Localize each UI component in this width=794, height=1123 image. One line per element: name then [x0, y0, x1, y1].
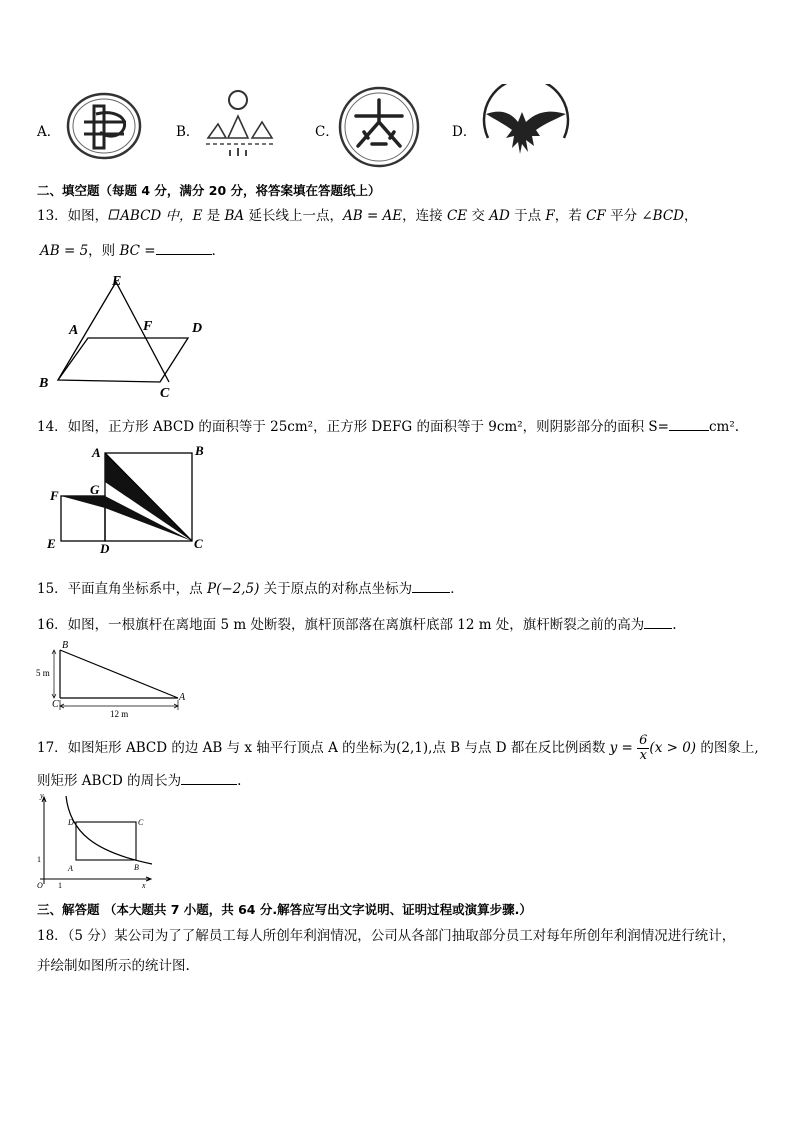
- label-x: x: [142, 881, 146, 890]
- label-c: C: [52, 699, 59, 710]
- q17-answer-blank[interactable]: [181, 770, 237, 785]
- label-f: F: [143, 319, 153, 334]
- label-f: F: [50, 488, 59, 503]
- q18-line-1: 18．（5 分）某公司为了了解员工每人所创年利润情况，公司从各部门抽取部分员工对每年所创年利润情况进行统计，: [37, 928, 736, 944]
- label-b: B: [39, 376, 49, 391]
- q15-text: [37, 578, 464, 598]
- q13-text: 13．如图，: [37, 208, 109, 224]
- label-e: E: [47, 536, 56, 551]
- section-2-title: 二、填空题（每题 4 分，满分 20 分，将答案填在答题纸上）: [37, 183, 381, 198]
- q16-answer-blank[interactable]: [644, 614, 672, 629]
- q13-figure: [34, 270, 214, 400]
- q13-text: AD: [489, 208, 510, 224]
- label-c: C: [138, 818, 144, 827]
- q17-text-b: 的图象上,: [696, 740, 759, 756]
- q13-text: 平分: [605, 208, 642, 224]
- q15-text-d: ．: [450, 581, 464, 597]
- option-c-label: C．: [315, 124, 339, 140]
- option-d-label: D．: [452, 124, 477, 140]
- label-b: B: [62, 640, 69, 651]
- q13-text: ，连接: [402, 208, 447, 224]
- q17-fraction-den: x: [639, 748, 647, 763]
- circle-logo-icon: [66, 92, 144, 160]
- q13-text: CF: [586, 208, 606, 224]
- label-y: y: [40, 792, 44, 800]
- label-b: B: [195, 443, 204, 458]
- q15-answer-blank[interactable]: [412, 578, 450, 593]
- q13-text: AB = 5: [40, 243, 89, 259]
- q13-text: ∠BCD: [641, 208, 685, 224]
- q13-text: CE: [446, 208, 468, 224]
- q13-line-1: [37, 207, 698, 225]
- q14-figure: [42, 442, 217, 557]
- label-one-y: 1: [37, 855, 41, 864]
- label-e: E: [112, 274, 122, 289]
- phoenix-logo-icon: [478, 84, 574, 170]
- q16-text: [37, 614, 677, 634]
- q15-text-c: 关于原点的对称点坐标为: [259, 581, 413, 597]
- q13-text: 交: [467, 208, 490, 224]
- q14-text: [37, 416, 739, 436]
- q17-function-y: y =: [609, 740, 633, 756]
- label-a: A: [69, 323, 79, 338]
- label-d: D: [100, 541, 110, 556]
- q18-line-2: 并绘制如图所示的统计图.: [37, 958, 190, 974]
- label-o: O: [37, 881, 43, 890]
- q13-text: ABCD 中，: [120, 208, 193, 224]
- label-height: 5 m: [36, 668, 50, 678]
- calligraphy-seal-icon: [338, 86, 420, 168]
- q17-fraction-num: 6: [639, 733, 648, 748]
- q13-text: ，若: [554, 208, 587, 224]
- q16-text-a: 16．如图，一根旗杆在离地面 5 m 处断裂，旗杆顶部落在离旗杆底部 12 m 处，旗杆断裂之前的高为: [37, 617, 645, 633]
- label-one-x: 1: [58, 881, 62, 890]
- q13-text: ，则: [88, 243, 120, 259]
- q17-line-2: [37, 770, 241, 790]
- label-c: C: [160, 386, 170, 400]
- label-d: D: [192, 321, 203, 336]
- q14-text-a: 14．如图，正方形 ABCD 的面积等于 25cm²，正方形 DEFG 的面积等于 9cm²，则阴影部分的面积 S=: [37, 419, 669, 435]
- q13-text: BA: [224, 208, 245, 224]
- q13-text: ，: [684, 208, 698, 224]
- q17-line-1: [37, 733, 759, 763]
- q13-text: F: [545, 208, 555, 224]
- q13-text: BC =: [119, 243, 156, 259]
- label-b: B: [134, 863, 139, 872]
- section-3-title: 三、解答题 （本大题共 7 小题，共 64 分.解答应写出文字说明、证明过程或演算步骤.）: [37, 902, 532, 917]
- label-a: A: [68, 864, 73, 873]
- q17-text-d: .: [237, 773, 242, 789]
- q17-text-c: 则矩形 ABCD 的周长为: [37, 773, 182, 789]
- parallelogram-icon: [108, 207, 120, 217]
- q13-text: 延长线上一点，: [244, 208, 343, 224]
- q13-text: 于点: [509, 208, 546, 224]
- q16-text-b: .: [672, 617, 677, 633]
- label-c: C: [194, 536, 203, 551]
- sun-mountains-logo-icon: [200, 88, 280, 160]
- option-a-label: A．: [37, 124, 61, 140]
- q17-fraction: [637, 734, 649, 763]
- q14-text-b: cm².: [709, 419, 740, 435]
- q13-text: 是: [202, 208, 225, 224]
- q13-line-2: [40, 240, 225, 260]
- q13-answer-blank[interactable]: [156, 240, 212, 255]
- option-b-label: B．: [176, 124, 200, 140]
- q13-text: E: [192, 208, 203, 224]
- q17-figure: [34, 792, 156, 892]
- q15-text-a: 15．平面直角坐标系中，点: [37, 581, 207, 597]
- q14-answer-blank[interactable]: [669, 416, 709, 431]
- q15-point: P(−2,5): [206, 581, 260, 597]
- q17-text-a: 17．如图矩形 ABCD 的边 AB 与 x 轴平行顶点 A 的坐标为(2,1),点 B 与点 D 都在反比例函数: [37, 740, 610, 756]
- q16-figure: [36, 640, 196, 722]
- label-width: 12 m: [110, 709, 129, 719]
- label-g: G: [90, 482, 100, 497]
- q13-text: ．: [211, 243, 226, 259]
- label-d: D: [68, 818, 74, 827]
- q13-text: AB = AE: [342, 208, 403, 224]
- label-a: A: [179, 692, 186, 703]
- label-a: A: [92, 445, 101, 460]
- q17-condition: (x > 0): [649, 740, 697, 756]
